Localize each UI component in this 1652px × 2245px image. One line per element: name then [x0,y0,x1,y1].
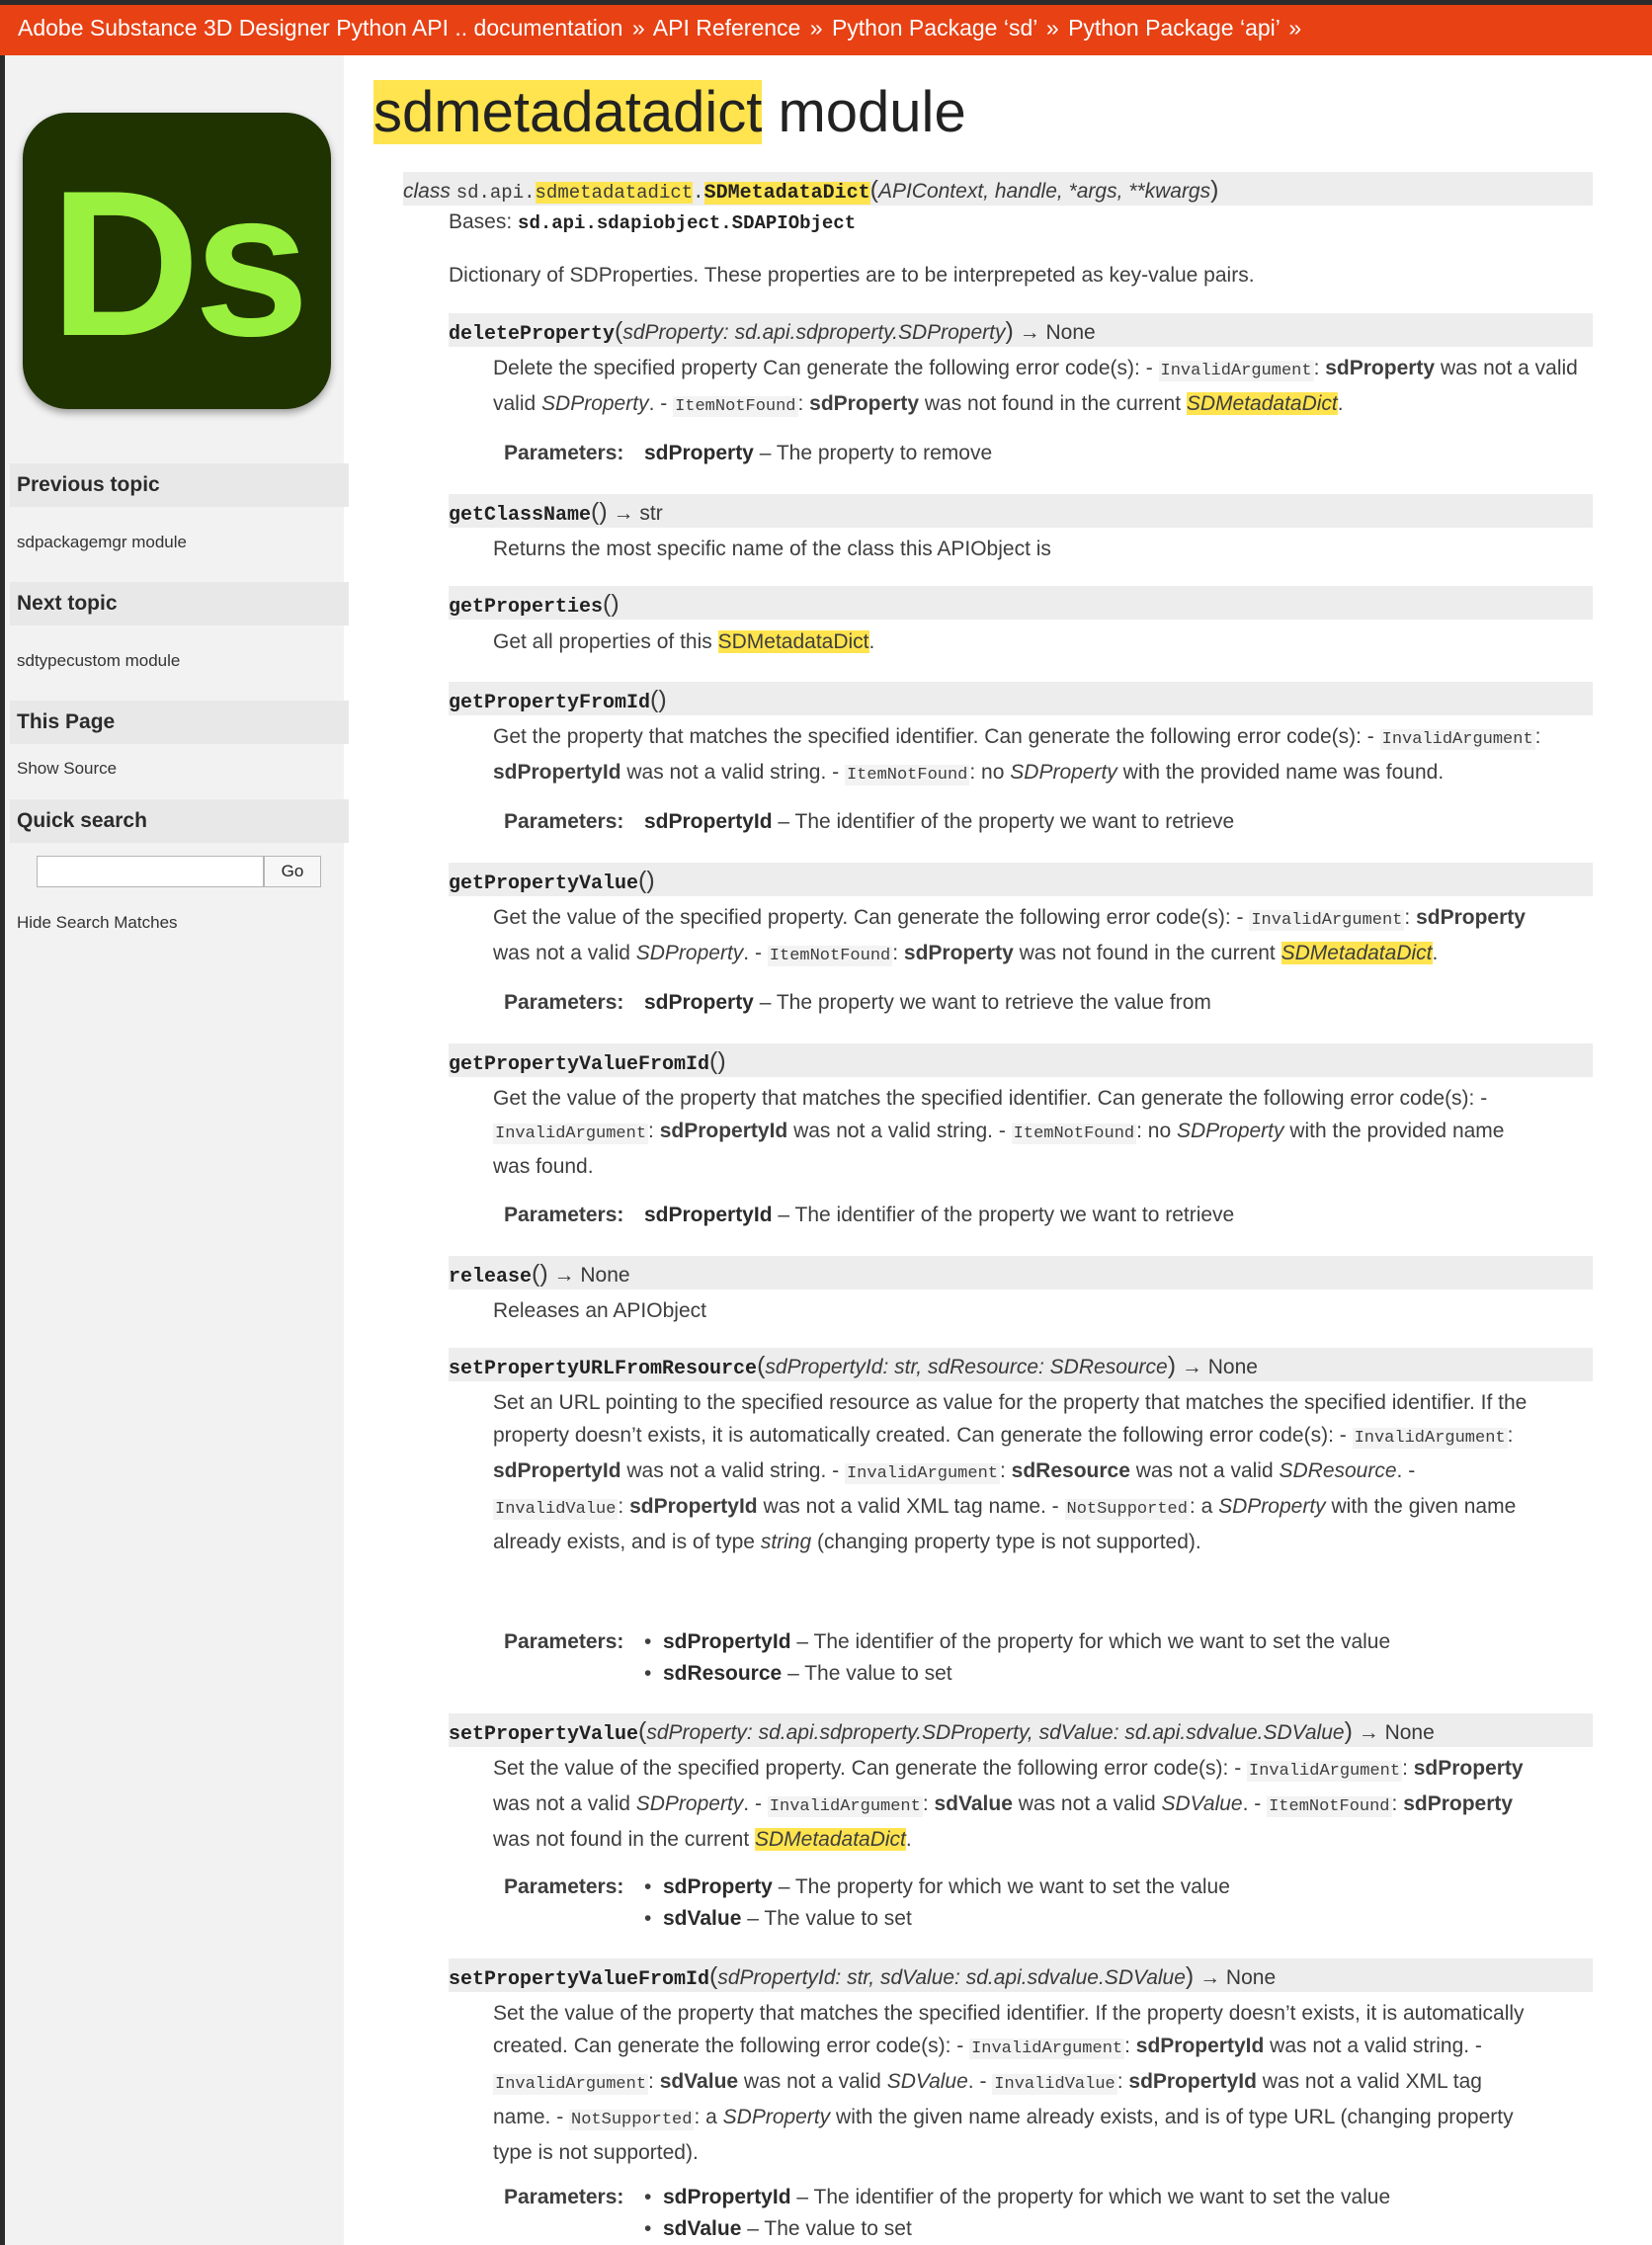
parameter-item: sdProperty – The property to remove [644,442,993,464]
breadcrumb [0,0,1652,55]
previous-topic-heading: Previous topic [10,463,349,507]
method-description: Returns the most specific name of the class this APIObject is [493,538,1051,560]
desc-text: . - [648,392,674,415]
error-code: NotSupported [571,2111,693,2129]
parameters-label: Parameters: [504,2186,624,2208]
error-code: InvalidArgument [769,1797,921,1816]
class-name: SDMetadataDict [703,182,870,205]
param-ref: sdProperty [809,392,920,415]
breadcrumb-separator: » [809,15,823,41]
method-description: Get the property that matches the specified identifier. Can generate the following error code(s): - InvalidArgument: sdPropertyId was not a valid string. - ItemNotFound: no SDProperty with the provided name was found. [493,725,1541,785]
method-signature-setpropertyurlfromresource: setPropertyURLFromResource(sdPropertyId: str, sdResource: SDResource) → None [449,1348,1593,1381]
error-code: ItemNotFound [769,947,891,965]
method-return: → str [613,502,663,525]
method-description: Releases an APIObject [493,1299,706,1322]
error-code: InvalidArgument [1251,911,1403,930]
breadcrumb-link-package-api[interactable]: Python Package ‘api’ [1068,15,1280,41]
method-name: getPropertyValue [449,873,639,895]
method-signature-setpropertyvalue: setPropertyValue(sdProperty: sd.api.sdproperty.SDProperty, sdValue: sd.api.sdvalue.SDValue) → None [449,1713,1593,1747]
method-return: → None [1358,1721,1435,1744]
breadcrumb-separator: » [1045,15,1059,41]
error-code: ItemNotFound [846,766,968,785]
parameter-item: • sdPropertyId – The identifier of the property for which we want to set the value [644,2186,1391,2208]
bases-label: Bases: [449,210,513,233]
hide-search-matches-link[interactable]: Hide Search Matches [17,913,178,932]
method-name: setPropertyValueFromId [449,1968,710,1991]
method-return: → None [1181,1356,1258,1378]
error-code: InvalidValue [994,2075,1115,2094]
next-topic-heading: Next topic [10,582,349,625]
previous-topic-link[interactable]: sdpackagemgr module [17,533,187,551]
bases-value[interactable]: sd.api.sdapiobject.SDAPIObject [518,212,857,234]
parameters-label: Parameters: [504,810,624,833]
method-args: sdProperty: sd.api.sdproperty.SDProperty, sdValue: sd.api.sdvalue.SDValue [646,1721,1345,1744]
desc-text: : [797,392,810,415]
desc-text: Delete the specified property Can generate the following error code(s): - [493,357,1159,379]
method-args: sdProperty: sd.api.sdproperty.SDProperty [622,321,1006,344]
method-name: release [449,1266,533,1289]
quick-search-heading: Quick search [10,799,349,843]
class-ref-link[interactable]: SDMetadataDict [1280,942,1433,964]
desc-text: : [1313,357,1326,379]
class-keyword: class [403,180,451,203]
parameter-item: sdPropertyId – The identifier of the property we want to retrieve [644,810,1235,833]
show-source-link[interactable]: Show Source [17,759,118,778]
method-signature-getclassname: getClassName() → str [449,494,1593,528]
method-name: getProperties [449,596,604,619]
method-description: Delete the specified property Can generate the following error code(s): - InvalidArgument: sdProperty was not a valid valid SDProperty. - ItemNotFound: sdProperty was not found in the current SDMetadataDict. [493,357,1578,416]
class-description: Dictionary of SDProperties. These properties are to be interprepeted as key-value pairs. [449,264,1255,287]
desc-text: was not a valid [1435,357,1578,379]
method-signature-getpropertyvalue: getPropertyValue() [449,863,1593,896]
page-title [373,79,966,145]
parameters-label: Parameters: [504,991,624,1014]
error-code: InvalidArgument [1381,730,1533,749]
method-signature-getpropertyfromid: getPropertyFromId() [449,682,1593,715]
method-name: getClassName [449,504,592,527]
method-return: → None [1199,1966,1277,1989]
parameters-label: Parameters: [504,1630,624,1653]
param-ref: sdProperty [1325,357,1436,379]
parameters-label: Parameters: [504,1204,624,1226]
error-code: ItemNotFound [1013,1124,1135,1143]
error-code: InvalidArgument [495,2075,647,2094]
class-args: APIContext, handle, *args, **kwargs [877,180,1211,203]
class-signature: class sd.api.sdmetadatadict.SDMetadataDict(APIContext, handle, *args, **kwargs) [403,172,1593,206]
method-signature-getproperties: getProperties() [449,586,1593,620]
class-module: sdmetadatadict [535,182,694,204]
parameter-item: • sdProperty – The property for which we want to set the value [644,1875,1230,1898]
sidebar [0,55,344,2245]
method-signature-release: release() → None [449,1256,1593,1289]
class-dot: . [693,182,704,204]
method-signature-setpropertyvaluefromid: setPropertyValueFromId(sdPropertyId: str, sdValue: sd.api.sdvalue.SDValue) → None [449,1958,1593,1992]
method-name: setPropertyValue [449,1723,639,1746]
class-ref-link[interactable]: SDMetadataDict [1186,392,1338,415]
logo-text: Ds [49,147,304,379]
method-description: Get all properties of this SDMetadataDict. [493,630,875,653]
breadcrumb-separator: » [631,15,645,41]
parameter-item: sdProperty – The property we want to retrieve the value from [644,991,1211,1014]
breadcrumb-link-api-reference[interactable]: API Reference [652,15,801,41]
method-signature-deleteproperty: deleteProperty(sdProperty: sd.api.sdproperty.SDProperty) → None [449,313,1593,347]
method-return: → None [1019,321,1096,344]
desc-text: . [1337,392,1344,415]
parameter-item: • sdValue – The value to set [644,2217,912,2240]
class-ref-link[interactable]: SDMetadataDict [717,630,869,653]
bases-line [449,206,856,240]
method-description: Get the value of the property that matches the specified identifier. Can generate the following error code(s): - InvalidArgument: sdPropertyId was not a valid string. - ItemNotFound: no SDProperty with the provided name was found. [493,1087,1505,1178]
error-code: InvalidValue [495,1500,617,1519]
error-code: InvalidArgument [495,1124,647,1143]
method-description: Set an URL pointing to the specified resource as value for the property that matches the specified identifier. If the property doesn’t exists, it is automatically created. Can generate the following error code(s): - InvalidArgument: sdPropertyId was not a valid string. - InvalidArgument: sdResource was not a valid SDResource. - InvalidValue: sdPropertyId was not a valid XML tag name. - NotSupported: a SDProperty with the given name already exists, and is of type string (changing property type is not supported). [493,1391,1528,1553]
method-name: getPropertyFromId [449,692,651,714]
error-code: NotSupported [1066,1500,1188,1519]
method-args: sdPropertyId: str, sdValue: sd.api.sdvalue.SDValue [717,1966,1186,1989]
parameter-item: • sdValue – The value to set [644,1907,912,1930]
method-description: Set the value of the specified property. Can generate the following error code(s): - InvalidArgument: sdProperty was not a valid SDProperty. - InvalidArgument: sdValue was not a valid SDValue. - ItemNotFound: sdProperty was not found in the current SDMetadataDict. [493,1757,1524,1851]
error-code: InvalidArgument [971,2039,1123,2058]
parameters-label: Parameters: [504,1875,624,1898]
method-return: → None [553,1264,630,1287]
quick-search-input[interactable] [37,856,264,887]
method-signature-getpropertyvaluefromid: getPropertyValueFromId() [449,1043,1593,1077]
page-title-highlight: sdmetadatadict [373,80,763,144]
error-code: InvalidArgument [1354,1429,1506,1448]
parameter-item: sdPropertyId – The identifier of the property we want to retrieve [644,1204,1235,1226]
parameters-label: Parameters: [504,442,624,464]
method-name: deleteProperty [449,323,616,346]
error-code: ItemNotFound [1269,1797,1390,1816]
parameter-item: • sdResource – The value to set [644,1662,952,1685]
error-code: InvalidArgument [846,1464,998,1483]
type-ref: SDProperty [541,392,649,415]
next-topic-link[interactable]: sdtypecustom module [17,651,181,670]
this-page-heading: This Page [10,701,349,744]
breadcrumb-link-package-sd[interactable]: Python Package ‘sd’ [831,15,1037,41]
method-args: sdPropertyId: str, sdResource: SDResource [765,1356,1168,1378]
go-button[interactable]: Go [264,856,321,887]
error-code: InvalidArgument [1160,362,1312,380]
class-prefix: sd.api. [455,182,536,204]
parameter-item: • sdPropertyId – The identifier of the property for which we want to set the value [644,1630,1391,1653]
error-code: ItemNotFound [675,397,796,416]
method-description: Set the value of the property that matches the specified identifier. If the property doesn’t exists, it is automatically created. Can generate the following error code(s): - InvalidArgument: sdPropertyId was not a valid string. - InvalidArgument: sdValue was not a valid SDValue. - InvalidValue: sdPropertyId was not a valid XML tag name. - NotSupported: a SDProperty with the given name already exists, and is of type URL (changing property type is not supported). [493,2002,1525,2164]
method-name: setPropertyURLFromResource [449,1358,758,1380]
desc-text: was not found in the current [919,392,1187,415]
error-code: InvalidArgument [1249,1762,1401,1781]
breadcrumb-separator: » [1288,15,1302,41]
class-ref-link[interactable]: SDMetadataDict [755,1828,906,1851]
breadcrumb-link-docs[interactable]: Adobe Substance 3D Designer Python API .. documentation [18,15,623,41]
method-description: Get the value of the specified property. Can generate the following error code(s): - InvalidArgument: sdProperty was not a valid SDProperty. - ItemNotFound: sdProperty was not found in the current SDMetadataDict. [493,906,1526,965]
designer-logo[interactable] [23,113,331,409]
page-title-rest: module [778,80,966,144]
method-name: getPropertyValueFromId [449,1053,710,1076]
